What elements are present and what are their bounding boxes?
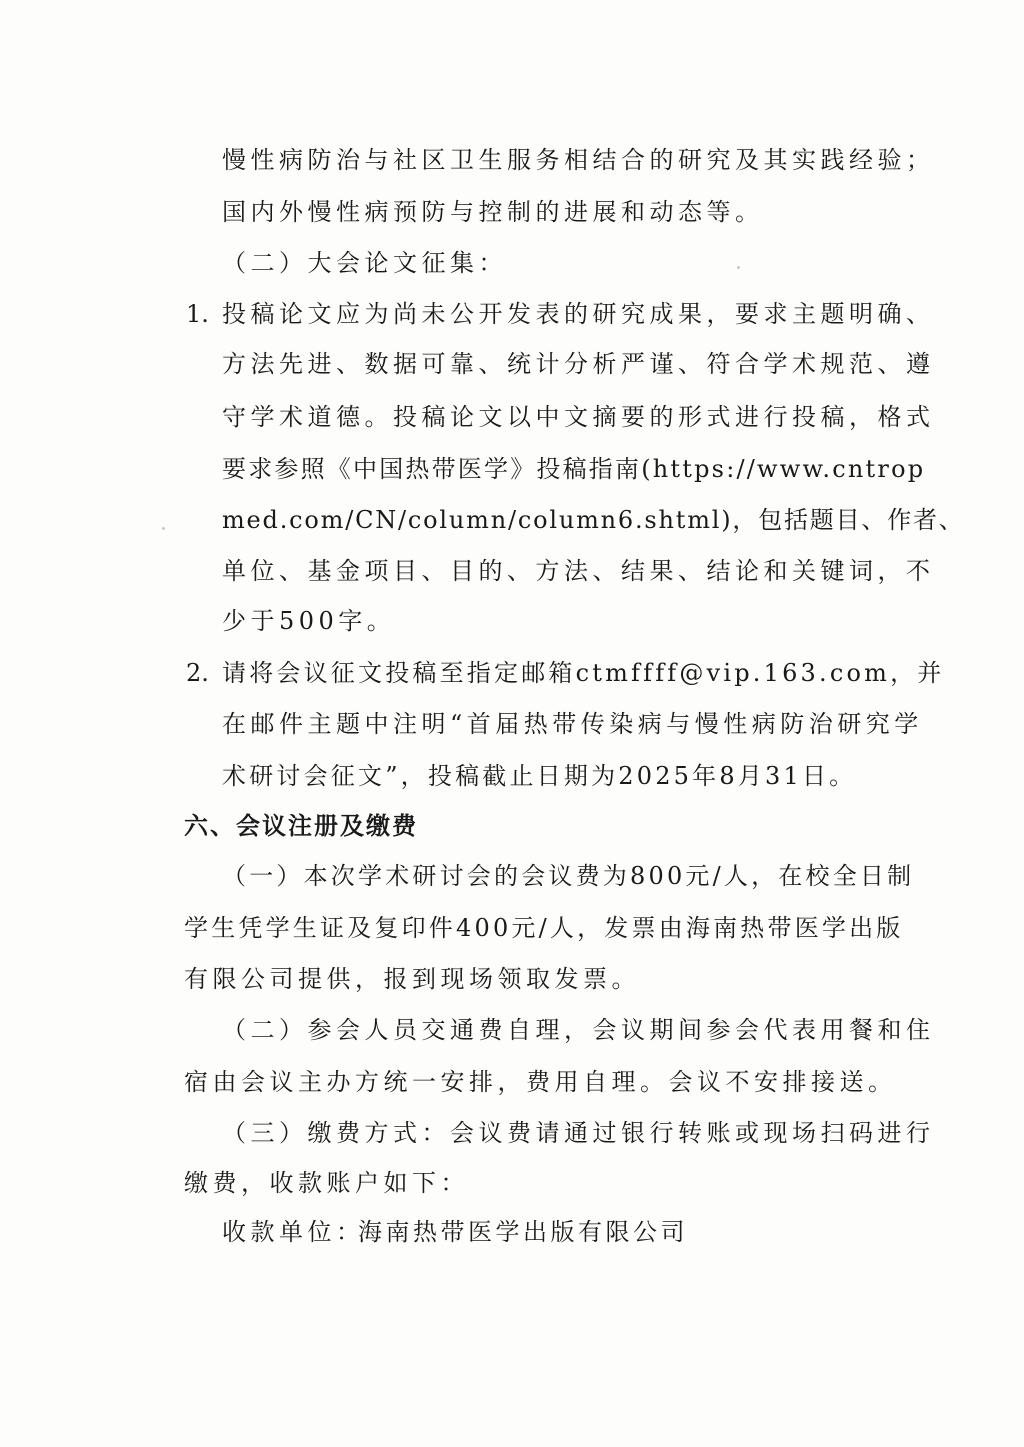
section-heading: 六、会议注册及缴费 bbox=[184, 812, 418, 840]
paragraph-line: （一）本次学术研讨会的会议费为800元/人，在校全日制 bbox=[222, 862, 915, 890]
payee-value: 海南热带医学出版有限公司 bbox=[358, 1218, 688, 1246]
paragraph-line: （三）缴费方式：会议费请通过银行转账或现场扫码进行 bbox=[222, 1119, 935, 1147]
list-item-line: 要求参照《中国热带医学》投稿指南(https://www.cntrop bbox=[222, 455, 926, 483]
scan-speck bbox=[737, 266, 740, 269]
paragraph-line: 宿由会议主办方统一安排，费用自理。会议不安排接送。 bbox=[184, 1068, 897, 1096]
payee-label: 收款单位： bbox=[222, 1218, 365, 1246]
list-item-line: 术研讨会征文”，投稿截止日期为2025年8月31日。 bbox=[222, 762, 857, 790]
paragraph-line: 有限公司提供，报到现场领取发票。 bbox=[184, 965, 640, 993]
topic-line: 慢性病防治与社区卫生服务相结合的研究及其实践经验； bbox=[222, 146, 935, 174]
topic-line: 国内外慢性病预防与控制的进展和动态等。 bbox=[222, 198, 764, 226]
paragraph-line: 学生凭学生证及复印件400元/人，发票由海南热带医学出版 bbox=[184, 914, 904, 942]
list-number: 2. bbox=[186, 659, 209, 687]
list-item-line: 守学术道德。投稿论文以中文摘要的形式进行投稿，格式 bbox=[222, 403, 935, 431]
subsection-heading: （二）大会论文征集： bbox=[222, 249, 507, 277]
list-item-line: 请将会议征文投稿至指定邮箱ctmffff@vip.163.com，并 bbox=[222, 659, 945, 687]
list-number: 1. bbox=[186, 300, 209, 328]
list-item-line: 在邮件主题中注明“首届热带传染病与慢性病防治研究学 bbox=[222, 710, 923, 738]
paragraph-line: （二）参会人员交通费自理，会议期间参会代表用餐和住 bbox=[222, 1016, 935, 1044]
list-item-line: 方法先进、数据可靠、统计分析严谨、符合学术规范、遵 bbox=[222, 350, 935, 378]
list-item-line: 少于500字。 bbox=[222, 607, 396, 635]
list-item-line: 单位、基金项目、目的、方法、结果、结论和关键词，不 bbox=[222, 557, 935, 585]
paragraph-line: 缴费，收款账户如下： bbox=[184, 1169, 469, 1197]
list-item-line: 投稿论文应为尚未公开发表的研究成果，要求主题明确、 bbox=[222, 300, 935, 328]
scan-speck bbox=[162, 527, 165, 530]
list-item-line: med.com/CN/column/column6.shtml)，包括题目、作者、 bbox=[222, 506, 965, 534]
